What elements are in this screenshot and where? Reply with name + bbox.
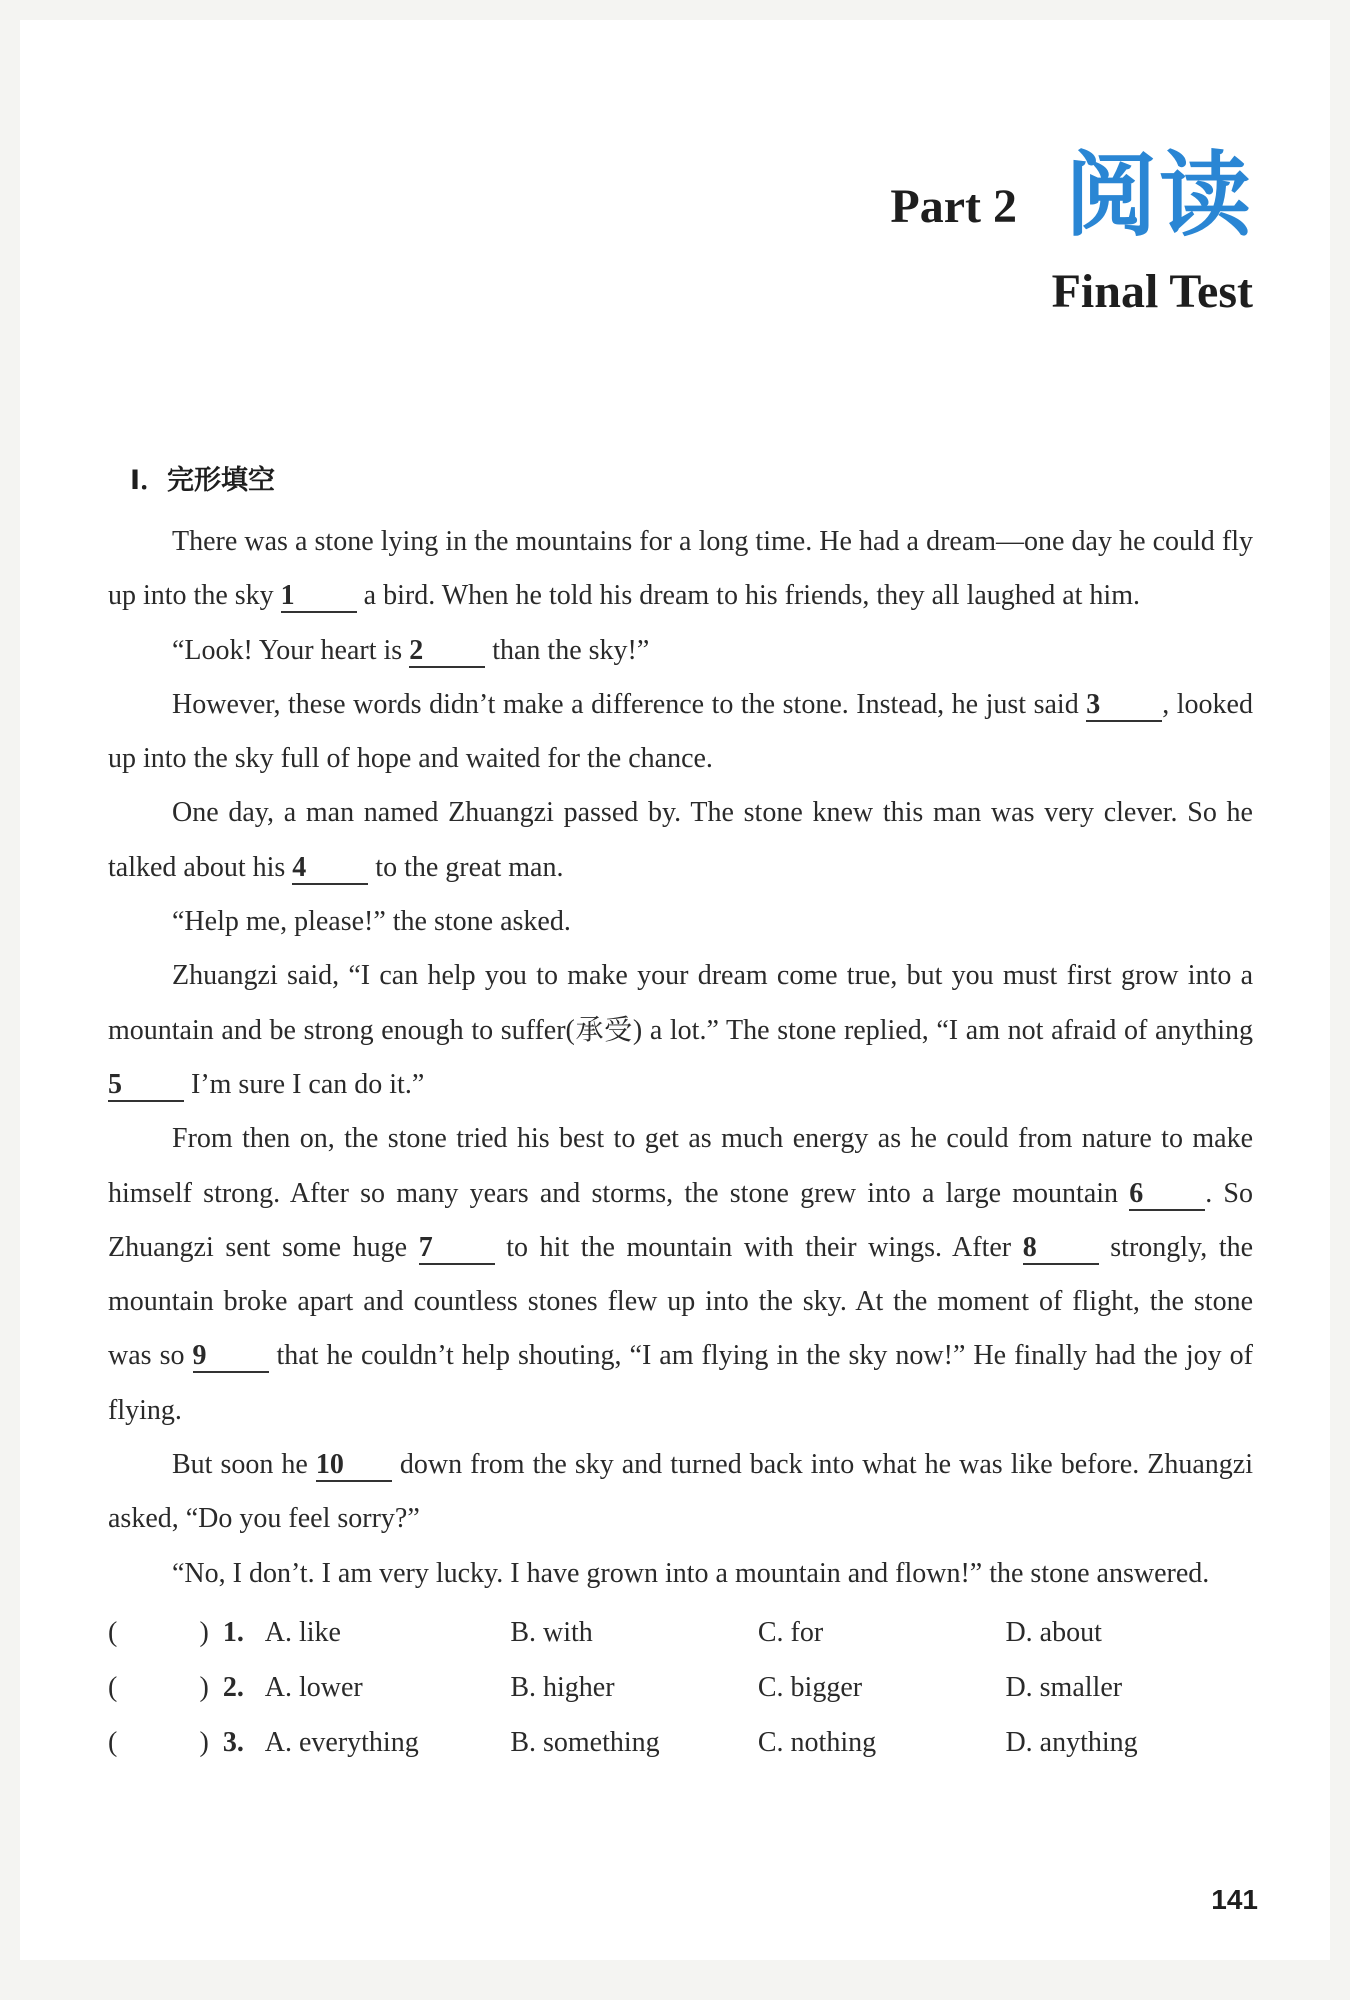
question-options: [108, 1605, 1253, 1770]
passage-text: “Help me, please!” the stone asked.: [172, 906, 571, 938]
question-row: [108, 1605, 1253, 1660]
passage-paragraph: [108, 786, 1253, 895]
passage-text: Zhuangzi said, “I can help you to make your dream come true, but you must first grow into a mountain and be strong enough to suffer(承受) a lot.” The stone replied, “I am not afraid of anything: [108, 960, 1253, 1046]
cloze-blank[interactable]: 7: [419, 1233, 495, 1265]
bracket-close: ): [199, 1616, 209, 1648]
passage-paragraph: [108, 515, 1253, 624]
header-line: [890, 142, 1253, 249]
answer-bracket[interactable]: [108, 1605, 223, 1660]
section-heading: I．完形填空: [130, 465, 276, 496]
answer-option[interactable]: C. bigger: [757, 1671, 863, 1703]
cloze-blank[interactable]: 9: [193, 1341, 269, 1373]
answer-bracket[interactable]: [108, 1660, 223, 1715]
passage-paragraph: [108, 678, 1253, 787]
passage-text: , looked up into the sky full of hope and waited for the chance.: [108, 688, 1253, 775]
question-number: 1.: [222, 1616, 244, 1648]
passage-paragraph: [108, 624, 1253, 678]
answer-option[interactable]: C. for: [757, 1616, 824, 1648]
answer-option[interactable]: B. higher: [510, 1671, 615, 1703]
cloze-blank[interactable]: 1: [281, 581, 357, 613]
page-number: 141: [1211, 1884, 1258, 1915]
passage-text: down from the sky and turned back into what he was like before. Zhuangzi asked, “Do you feel sorry?”: [108, 1449, 1253, 1535]
page: [20, 20, 1330, 1960]
answer-option[interactable]: D. smaller: [1005, 1671, 1123, 1703]
answer-option[interactable]: C. nothing: [757, 1726, 877, 1758]
answer-option[interactable]: D. anything: [1005, 1726, 1138, 1758]
passage-text: There was a stone lying in the mountains for a long time. He had a dream—one day he could fly up into the sky: [108, 526, 1253, 612]
passage-text: “Look! Your heart is: [172, 634, 410, 666]
cloze-blank[interactable]: 2: [409, 636, 485, 668]
passage-text: than the sky!”: [485, 634, 650, 666]
passage-text: However, these words didn’t make a difference to the stone. Instead, he just said: [172, 688, 1087, 720]
passage-paragraph: [108, 1112, 1253, 1438]
exercise-body: [108, 458, 1253, 1770]
test-title: Final Test: [1051, 265, 1253, 318]
bracket-close: ): [199, 1726, 209, 1758]
passage-text: I’m sure I can do it.”: [184, 1068, 425, 1100]
cloze-blank[interactable]: 6: [1129, 1179, 1205, 1211]
answer-option[interactable]: A. like: [264, 1616, 341, 1648]
passage-paragraph: [108, 1438, 1253, 1547]
passage-text: to the great man.: [368, 851, 564, 883]
cloze-blank[interactable]: 10: [316, 1450, 392, 1482]
question-number: 2.: [222, 1671, 244, 1703]
section-chinese-title: 阅读: [1064, 142, 1253, 249]
cloze-blank[interactable]: 4: [292, 853, 368, 885]
answer-option[interactable]: D. about: [1005, 1616, 1102, 1648]
bracket-close: ): [199, 1671, 209, 1703]
passage-text: “No, I don’t. I am very lucky. I have grown into a mountain and flown!” the stone answered.: [172, 1557, 1210, 1589]
bracket-open: (: [108, 1671, 118, 1703]
passage-text: From then on, the stone tried his best to get as much energy as he could from nature to make himself strong. After so many years and storms, the stone grew into a large mountain: [108, 1123, 1253, 1209]
cloze-blank[interactable]: 5: [108, 1070, 184, 1102]
passage-paragraph: [108, 949, 1253, 1112]
passage-paragraph: [108, 1547, 1253, 1601]
question-row: [108, 1660, 1253, 1715]
passage-text: But soon he: [172, 1449, 316, 1481]
question-number: 3.: [222, 1726, 244, 1758]
passage-text: strongly, the mountain broke apart and countless stones flew up into the sky. At the moment of flight, the stone was so: [108, 1231, 1254, 1372]
passage-text: . So Zhuangzi sent some huge: [108, 1177, 1253, 1263]
cloze-blank[interactable]: 3: [1086, 690, 1162, 722]
answer-option[interactable]: A. lower: [264, 1671, 363, 1703]
answer-option[interactable]: B. something: [510, 1726, 660, 1758]
part-label: Part 2: [890, 180, 1017, 233]
cloze-blank[interactable]: 8: [1023, 1233, 1099, 1265]
passage-paragraph: [108, 895, 1253, 949]
passage-text: to hit the mountain with their wings. After: [494, 1231, 1023, 1263]
cloze-passage: [108, 515, 1253, 1601]
passage-text: a bird. When he told his dream to his friends, they all laughed at him.: [356, 580, 1140, 612]
question-row: [108, 1715, 1253, 1770]
bracket-open: (: [108, 1726, 118, 1758]
passage-text: that he couldn’t help shouting, “I am flying in the sky now!” He finally had the joy of flying.: [108, 1340, 1253, 1426]
answer-option[interactable]: B. with: [510, 1616, 593, 1648]
bracket-open: (: [108, 1616, 118, 1648]
page-header: [890, 142, 1253, 319]
passage-text: One day, a man named Zhuangzi passed by. The stone knew this man was very clever. So he talked about his: [108, 797, 1253, 883]
answer-option[interactable]: A. everything: [264, 1726, 419, 1758]
answer-bracket[interactable]: [108, 1715, 223, 1770]
